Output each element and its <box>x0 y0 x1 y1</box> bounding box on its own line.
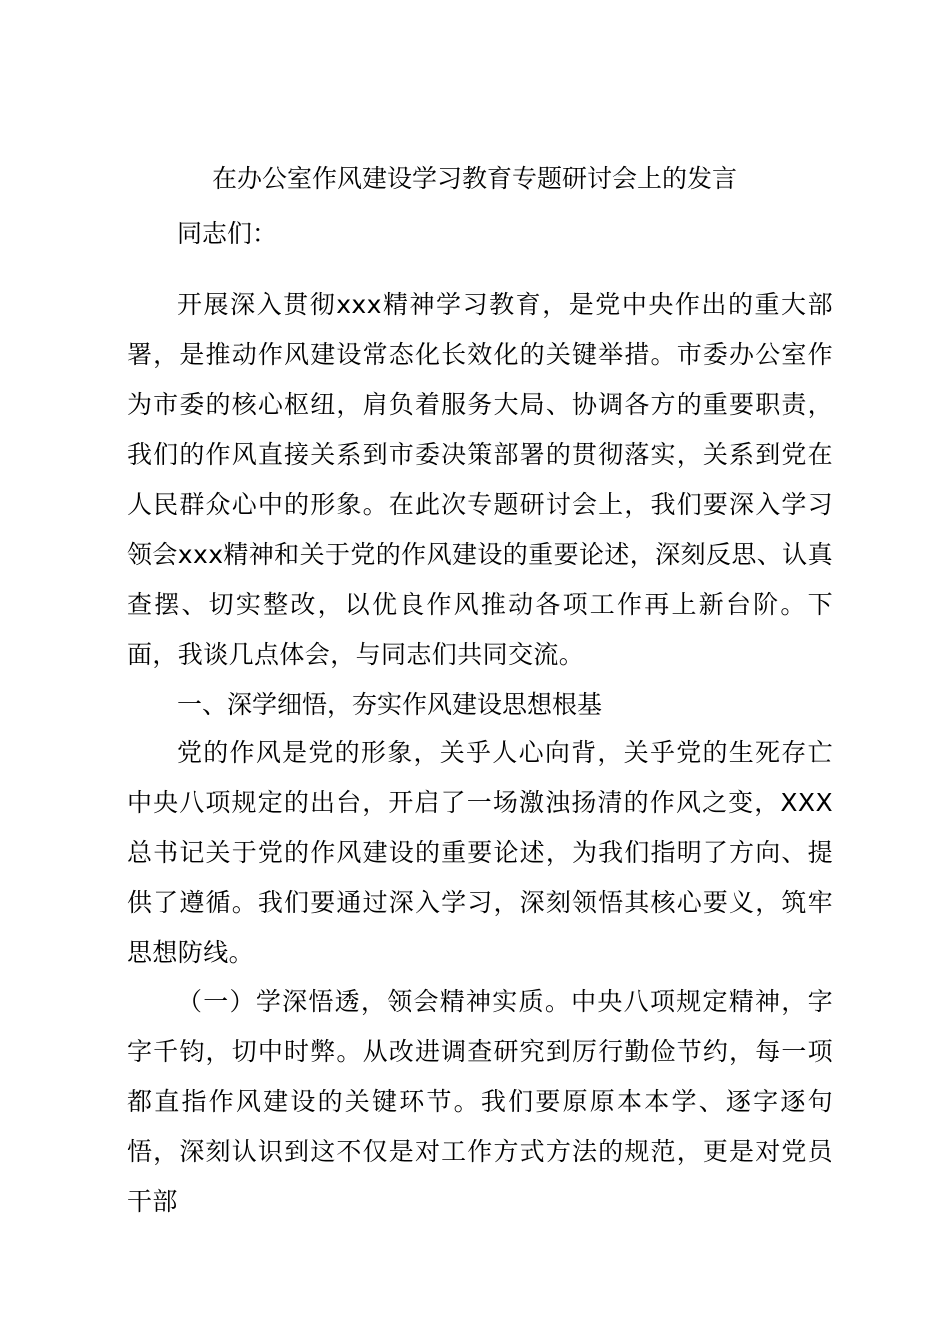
subsection-1-paragraph: （一）学深悟透，领会精神实质。中央八项规定精神，字字千钧，切中时弊。从改进调查研究到厉行勤俭节约，每一项都直指作风建设的关键环节。我们要原原本本学、逐字逐句悟，深刻认识到这不仅是对工作方式方法的规范，更是对党员干部 <box>127 987 833 1216</box>
salutation: 同志们： <box>177 219 278 248</box>
document-title: 在办公室作风建设学习教育专题研讨会上的发言 <box>212 164 738 193</box>
section-1-paragraph: 党的作风是党的形象，关乎人心向背，关乎党的生死存亡中央八项规定的出台，开启了一场激浊扬清的作风之变，XXX总书记关于党的作风建设的重要论述，为我们指明了方向、提供了遵循。我们要通过深入学习，深刻领悟其核心要义，筑牢思想防线。 <box>127 738 833 967</box>
section-heading-1: 一、深学细悟，夯实作风建设思想根基 <box>177 690 603 719</box>
intro-paragraph: 开展深入贯彻xxx精神学习教育，是党中央作出的重大部署，是推动作风建设常态化长效化的关键举措。市委办公室作为市委的核心枢纽，肩负着服务大局、协调各方的重要职责，我们的作风直接关系到市委决策部署的贯彻落实，关系到党在人民群众心中的形象。在此次专题研讨会上，我们要深入学习领会xxx精神和关于党的作风建设的重要论述，深刻反思、认真查摆、切实整改，以优良作风推动各项工作再上新台阶。下面，我谈几点体会，与同志们共同交流。 <box>127 290 833 669</box>
